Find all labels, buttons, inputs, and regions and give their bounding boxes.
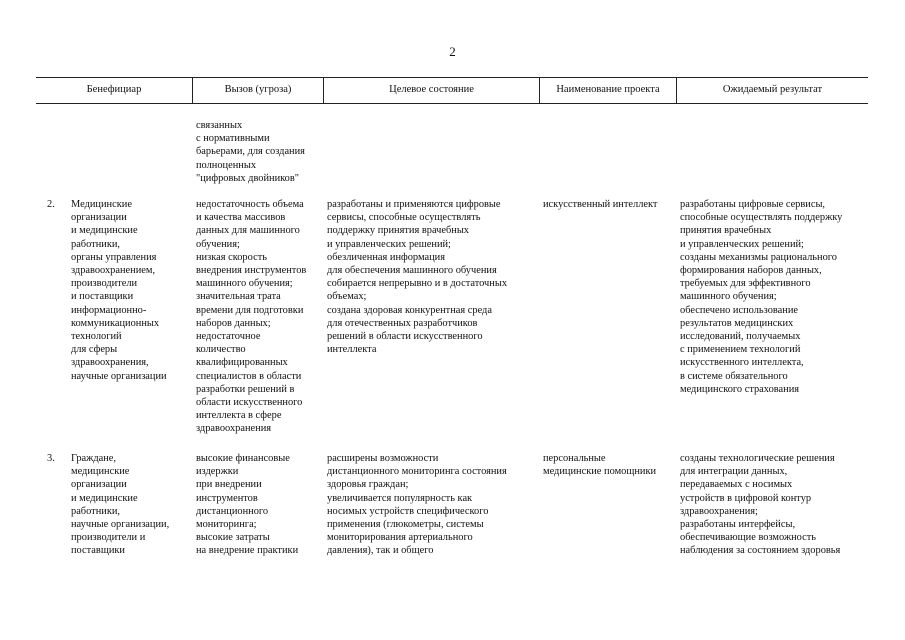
row-number: 3. (47, 453, 55, 464)
row-project: персональные медицинские помощники (543, 453, 657, 478)
row-beneficiary: Граждане, медицинские организации и медицинские работники, научные организации, производители и поставщики (71, 453, 170, 557)
row-challenge: высокие финансовые издержки при внедрении инструментов дистанционного мониторинга; высокие затраты на внедрение практики (196, 453, 299, 557)
row-result: созданы технологические решения для интеграции данных, передаваемых с носимых устройств в цифровой контур здравоохранения; разработаны интерфейсы, обеспечивающие возможность наблюдения за состоянием здоровья (680, 453, 841, 557)
header-top-rule (36, 77, 868, 78)
row-number: 2. (47, 199, 55, 210)
header-result: Ожидаемый результат (722, 84, 823, 95)
header-beneficiary: Бенефициар (86, 84, 142, 95)
page-number: 2 (449, 44, 456, 59)
header-bottom-rule (36, 103, 868, 104)
row-challenge: недостаточность объема и качества массивов данных для машинного обучения; низкая скорость внедрения инструментов машинного обучения; значительная трата времени для подготовки наборов данных; недостаточное количество квалифицированных специалистов в области разработки решений в области искусственного интеллекта в сфере здравоохранения (196, 199, 307, 435)
row-target: расширены возможности дистанционного мониторинга состояния здоровья граждан; увеличивается популярность как носимых устройств специфического применения (глюкометры, системы мониторирования артериального давления), так и общего (327, 453, 507, 557)
row-result: разработаны цифровые сервисы, способные осуществлять поддержку принятия врачебных и управленческих решений; созданы механизмы рационального формирования наборов данных, требуемых для эффективного машинного обучения; обеспечено использование результатов медицинских исследований, получаемых с применением технологий искусственного интеллекта, в системе обязательного медицинского страхования (680, 199, 843, 395)
row-target: разработаны и применяются цифровые сервисы, способные осуществлять поддержку принятия врачебных и управленческих решений; обезличенная информация для обеспечения машинного обучения собирается непрерывно и в достаточных объемах; создана здоровая конкурентная среда для отечественных разработчиков решений в области искусственного интеллекта (327, 199, 508, 356)
continuation-challenge: связанных с нормативными барьерами, для создания полноценных "цифровых двойников" (196, 120, 305, 184)
header-challenge: Вызов (угроза) (224, 84, 292, 95)
header-target: Целевое состояние (389, 84, 474, 95)
row-beneficiary: Медицинские организации и медицинские работники, органы управления здравоохранением, производители и поставщики информационно- коммуникационных технологий для сферы здравоохранения, научные организации (71, 199, 167, 382)
header-project: Наименование проекта (556, 84, 660, 95)
row-project: искусственный интеллект (543, 199, 658, 210)
